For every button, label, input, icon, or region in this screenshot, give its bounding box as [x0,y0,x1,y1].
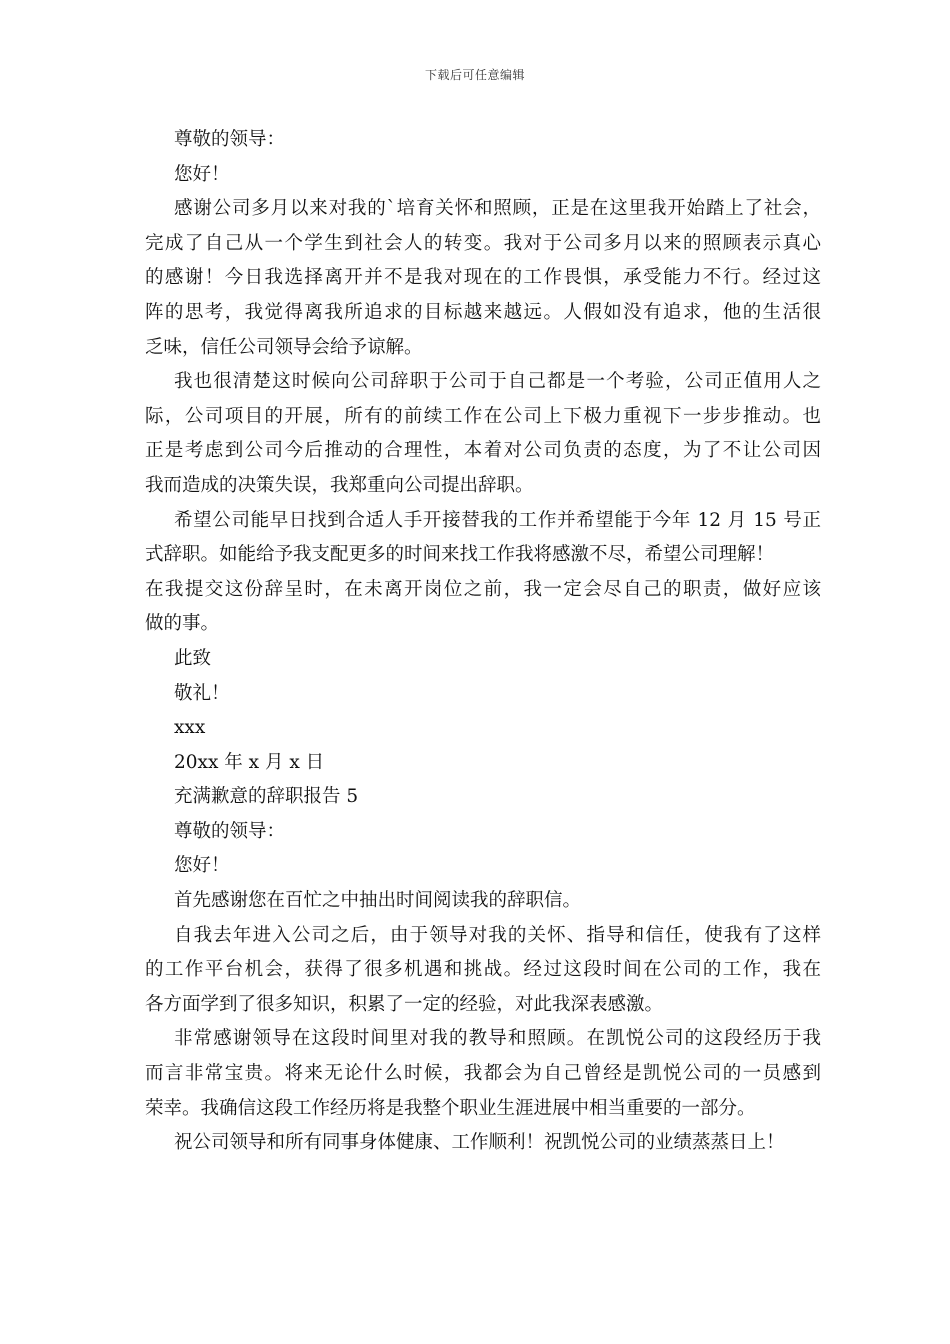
paragraph-line: 我而造成的决策失误，我郑重向公司提出辞职。 [145,474,534,496]
paragraph-line: 式辞职。如能给予我支配更多的时间来找工作我将感激不尽，希望公司理解！ [145,544,775,566]
salutation: 尊敬的领导： [174,129,286,150]
paragraph-line: 感谢公司多月以来对我的`培育关怀和照顾，正是在这里我开始踏上了社会， [174,198,821,220]
paragraph-line: 荣幸。我确信这段工作经历将是我整个职业生涯进展中相当重要的一部分。 [145,1097,756,1119]
paragraph-line: 首先感谢您在百忙之中抽出时间阅读我的辞职信。 [174,890,582,912]
paragraph-line: 在我提交这份辞呈时，在未离开岗位之前，我一定会尽自己的职责，做好应该 [145,578,821,600]
paragraph-line: 正是考虑到公司今后推动的合理性，本着对公司负责的态度，为了不让公司因 [145,440,821,462]
signature-name: xxx [174,717,206,739]
closing-line: 此致 [174,647,212,669]
paragraph-line: 非常感谢领导在这段时间里对我的教导和照顾。在凯悦公司的这段经历于我 [174,1028,821,1050]
paragraph-line: 自我去年进入公司之后，由于领导对我的关怀、指导和信任，使我有了这样 [174,924,821,946]
paragraph-line: 而言非常宝贵。将来无论什么时候，我都会为自己曾经是凯悦公司的一员感到 [145,1063,821,1085]
closing-salute: 敬礼！ [174,682,230,704]
paragraph-line: 的感谢！今日我选择离开并不是我对现在的工作畏惧，承受能力不行。经过这 [145,267,821,289]
section-title: 充满歉意的辞职报告 5 [174,786,359,808]
signature-date: 20xx 年 x 月 x 日 [174,751,325,773]
paragraph-line: 各方面学到了很多知识，积累了一定的经验，对此我深表感激。 [145,993,664,1015]
paragraph-line: 祝公司领导和所有同事身体健康、工作顺利！祝凯悦公司的业绩蒸蒸日上！ [174,1132,785,1154]
paragraph-line: 的工作平台机会，获得了很多机遇和挑战。经过这段时间在公司的工作，我在 [145,959,821,981]
salutation: 尊敬的领导： [174,820,286,842]
paragraph-line: 乏味，信任公司领导会给予谅解。 [145,336,423,358]
paragraph-line: 完成了自己从一个学生到社会人的转变。我对于公司多月以来的照顾表示真心 [145,232,821,254]
paragraph-line: 阵的思考，我觉得离我所追求的目标越来越远。人假如没有追求，他的生活很 [145,301,821,323]
greeting: 您好！ [174,163,230,185]
greeting: 您好！ [174,855,230,877]
paragraph-line: 我也很清楚这时候向公司辞职于公司于自己都是一个考验，公司正值用人之 [174,371,821,393]
paragraph-line: 际，公司项目的开展，所有的前续工作在公司上下极力重视下一步步推动。也 [145,405,821,427]
paragraph-line: 希望公司能早日找到合适人手开接替我的工作并希望能于今年 12 月 15 号正 [174,509,821,531]
download-note: 下载后可任意编辑 [424,68,525,82]
paragraph-line: 做的事。 [145,613,220,635]
letter-body [145,123,821,1161]
